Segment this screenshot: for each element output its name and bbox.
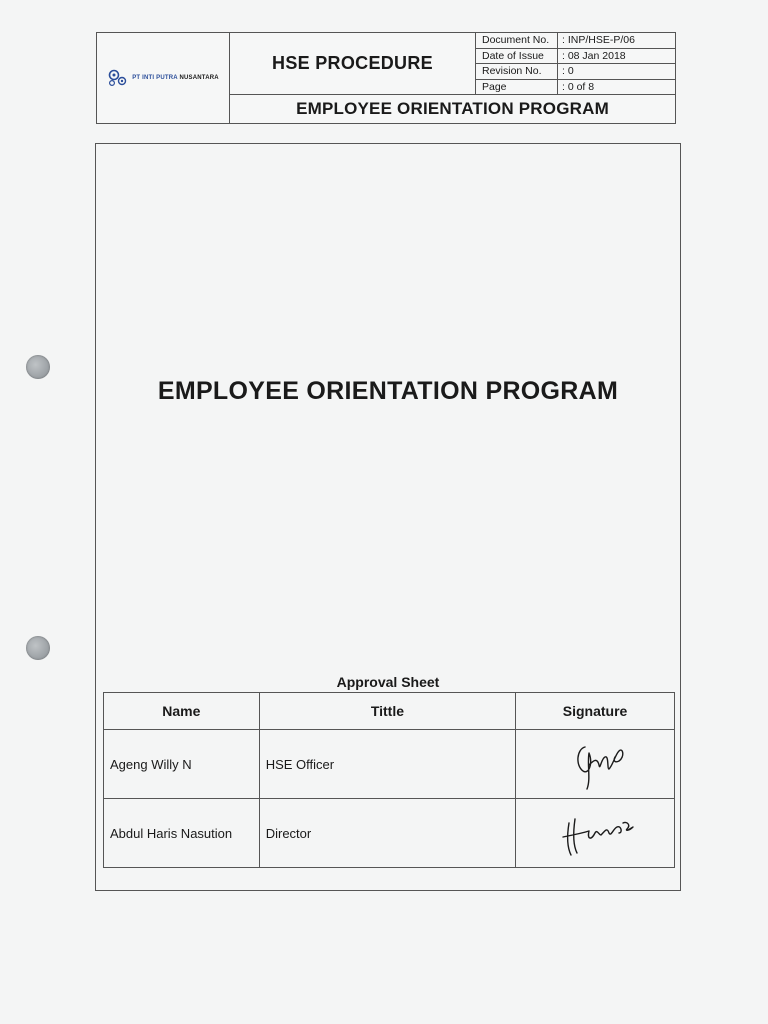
logo-cell [97, 33, 230, 123]
table-row [104, 799, 675, 868]
company-name: PT INTI PUTRA NUSANTARA [132, 75, 219, 81]
document-header [96, 32, 676, 124]
document-meta [476, 33, 675, 95]
column-header-name: Name [104, 693, 260, 730]
page-title: EMPLOYEE ORIENTATION PROGRAM [157, 377, 619, 405]
signature-cell [516, 730, 675, 799]
document-title: EMPLOYEE ORIENTATION PROGRAM [296, 99, 609, 118]
punch-hole [26, 355, 50, 379]
column-header-title: Tittle [259, 693, 515, 730]
approver-title: HSE Officer [259, 730, 515, 799]
procedure-title: HSE PROCEDURE [230, 33, 476, 95]
table-header-row [104, 693, 675, 730]
column-header-signature: Signature [516, 693, 675, 730]
signature-image [553, 805, 643, 861]
meta-row-page: Page : 0 of 8 [476, 80, 675, 96]
meta-row-document-no: Document No. : INP/HSE-P/06 [476, 33, 675, 49]
gears-icon [107, 68, 129, 88]
table-row [104, 730, 675, 799]
meta-row-revision-no: Revision No. : 0 [476, 64, 675, 80]
signature-cell [516, 799, 675, 868]
meta-row-date-of-issue: Date of Issue : 08 Jan 2018 [476, 49, 675, 65]
approver-name: Abdul Haris Nasution [104, 799, 260, 868]
approver-title: Director [259, 799, 515, 868]
approval-sheet-title: Approval Sheet [336, 674, 440, 690]
signature-image [563, 735, 633, 793]
approver-name: Ageng Willy N [104, 730, 260, 799]
approval-table [103, 692, 675, 868]
company-logo [107, 68, 219, 88]
punch-hole [26, 636, 50, 660]
